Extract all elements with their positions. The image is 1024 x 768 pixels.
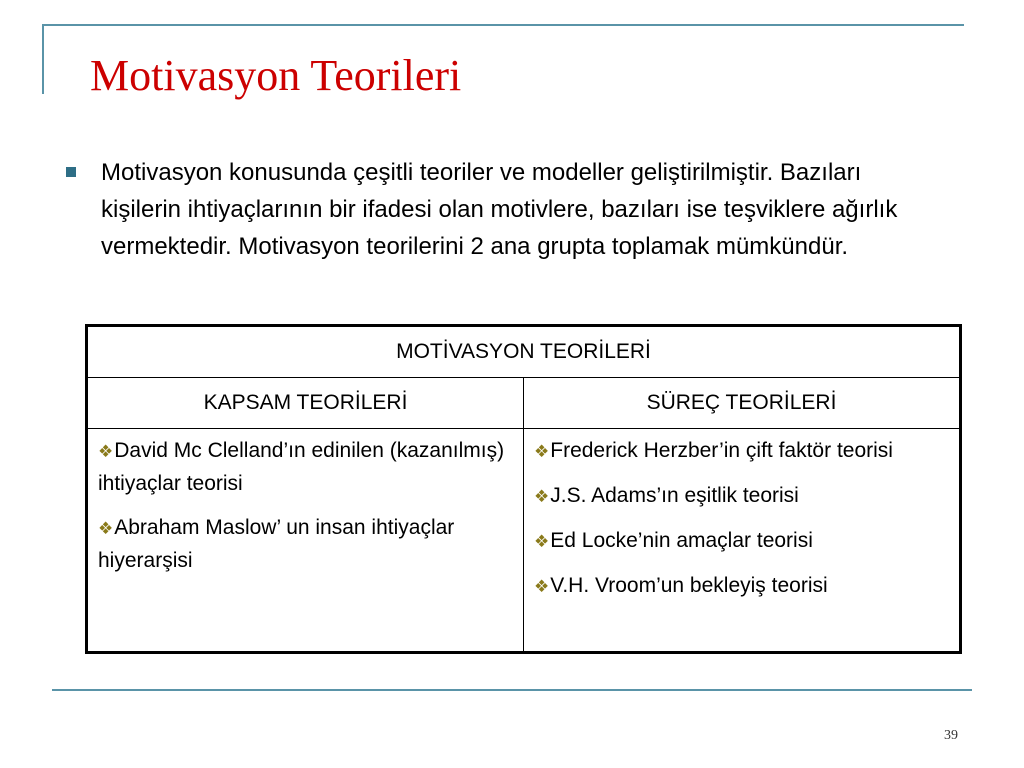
- page-number: 39: [944, 728, 958, 743]
- diamond-bullet-icon: ❖: [534, 487, 550, 506]
- content-theories-cell: [88, 429, 524, 652]
- list-item: [534, 525, 953, 558]
- list-item: [98, 512, 517, 577]
- diamond-bullet-icon: ❖: [98, 519, 114, 538]
- table-main-header: MOTİVASYON TEORİLERİ: [88, 327, 960, 378]
- table-col2-header: SÜREÇ TEORİLERİ: [524, 378, 960, 429]
- diamond-bullet-icon: ❖: [534, 577, 550, 596]
- list-item-text: Abraham Maslow’ un insan ihtiyaçlar hiyerarşisi: [98, 516, 455, 572]
- bullet-text: Motivasyon konusunda çeşitli teoriler ve modeller geliştirilmiştir. Bazıları kişilerin ihtiyaçlarının bir ifadesi olan motivlere, bazıları ise teşviklere ağırlık vermektedir. Motivasyon teorilerini 2 ana grupta toplamak mümkündür.: [101, 159, 898, 260]
- frame-top-line: [42, 24, 964, 26]
- list-item-text: J.S. Adams’ın eşitlik teorisi: [550, 484, 799, 507]
- square-bullet-icon: [66, 167, 76, 177]
- diamond-bullet-icon: ❖: [534, 442, 550, 461]
- diamond-bullet-icon: ❖: [98, 442, 114, 461]
- list-item: [534, 570, 953, 603]
- list-item: [98, 435, 517, 500]
- bullet-paragraph: [66, 154, 946, 265]
- process-theories-cell: [524, 429, 960, 652]
- list-item: [534, 435, 953, 468]
- list-item-text: David Mc Clelland’ın edinilen (kazanılmış) ihtiyaçlar teorisi: [98, 439, 505, 495]
- list-item-text: Frederick Herzber’in çift faktör teorisi: [550, 439, 893, 462]
- diamond-bullet-icon: ❖: [534, 532, 550, 551]
- frame-left-line: [42, 24, 44, 94]
- frame-bottom-line: [52, 689, 972, 691]
- table-col1-header: KAPSAM TEORİLERİ: [88, 378, 524, 429]
- list-item: [534, 480, 953, 513]
- theories-table: [87, 326, 960, 652]
- list-item-text: Ed Locke’nin amaçlar teorisi: [550, 529, 813, 552]
- list-item-text: V.H. Vroom’un bekleyiş teorisi: [550, 574, 828, 597]
- theories-table-container: [87, 326, 960, 652]
- slide-title: Motivasyon Teorileri: [90, 51, 462, 100]
